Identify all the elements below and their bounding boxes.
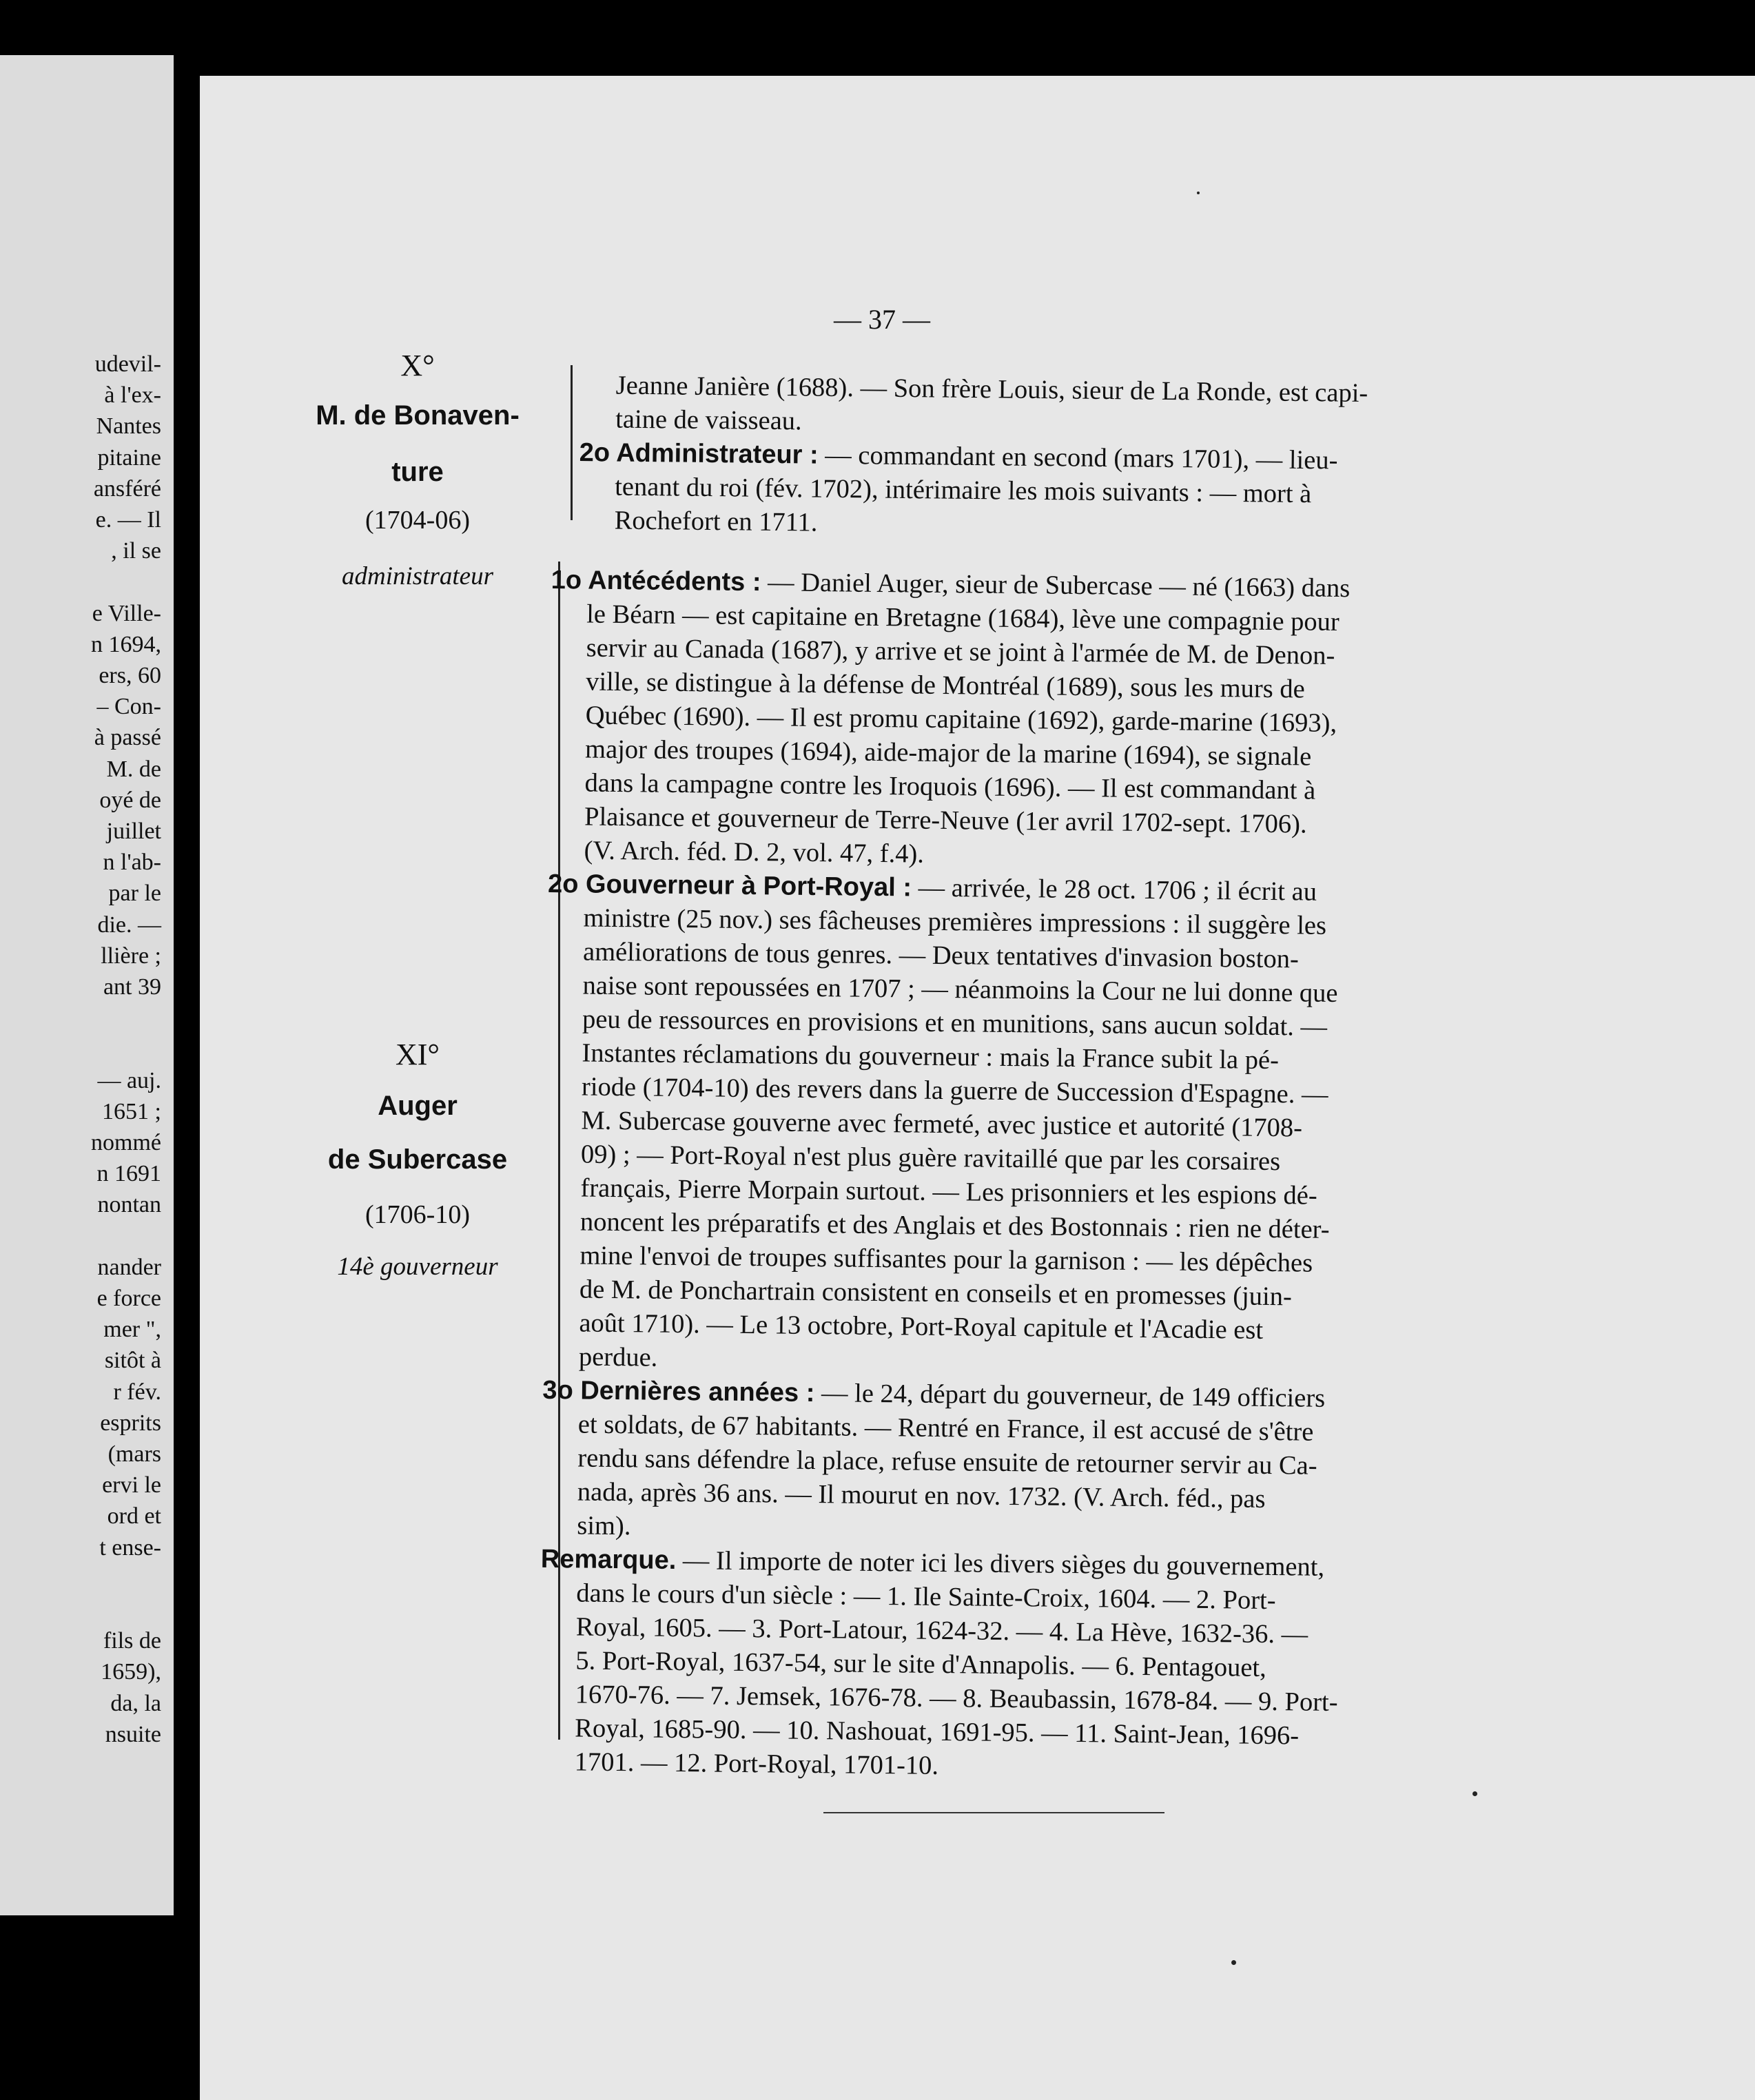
line-text: Plaisance et gouverneur de Terre-Neuve (1er avril 1702-sept. 1706). bbox=[584, 802, 1307, 839]
end-rule bbox=[823, 1812, 1164, 1813]
line-text: 1701. — 12. Port-Royal, 1701-10. bbox=[574, 1747, 939, 1780]
facing-page-line: 1659), bbox=[101, 1659, 161, 1685]
facing-page-line: nontan bbox=[97, 1192, 161, 1218]
line-text: Royal, 1605. — 3. Port-Latour, 1624-32. — 4. La Hève, 1632-36. — bbox=[575, 1612, 1308, 1649]
facing-page-line: 1651 ; bbox=[102, 1098, 161, 1124]
facing-page-line: sitôt à bbox=[104, 1348, 161, 1374]
role: 14è gouverneur bbox=[337, 1253, 498, 1281]
brace-x bbox=[571, 365, 573, 520]
entry-x-text bbox=[578, 369, 1517, 547]
facing-page-line: à passé bbox=[94, 725, 161, 751]
facing-page-line: n 1694, bbox=[91, 631, 161, 657]
line-text: noncent les préparatifs et des Anglais et des Bostonnais : rien ne déter- bbox=[579, 1207, 1330, 1244]
line-text: français, Pierre Morpain surtout. — Les prisonniers et les espions dé- bbox=[580, 1173, 1317, 1211]
facing-page-line: par le bbox=[108, 881, 161, 907]
line-text: dans le cours d'un siècle : — 1. Ile Sainte-Croix, 1604. — 2. Port- bbox=[576, 1578, 1276, 1616]
line-text: Instantes réclamations du gouverneur : mais la France subit la pé- bbox=[582, 1038, 1280, 1075]
page-number: — 37 — bbox=[834, 304, 930, 335]
section-label: 2o Gouverneur à Port-Royal : bbox=[547, 869, 912, 903]
line-text: — le 24, départ du gouverneur, de 149 officiers bbox=[814, 1379, 1326, 1413]
governor-name: M. de Bonaven- bbox=[316, 400, 520, 431]
facing-page-line: ansféré bbox=[93, 475, 161, 502]
speck bbox=[1197, 192, 1200, 194]
line-text: ministre (25 nov.) ses fâcheuses premières impressions : il suggère les bbox=[583, 903, 1327, 940]
section-label: 1o Antécédents : bbox=[551, 565, 761, 597]
line-text: M. Subercase gouverne avec fermeté, avec justice et autorité (1708- bbox=[581, 1106, 1303, 1143]
facing-page-line: , il se bbox=[111, 538, 161, 564]
facing-page-line: esprits bbox=[100, 1410, 161, 1436]
line-text: le Béarn — est capitaine en Bretagne (1684), lève une compagnie pour bbox=[586, 599, 1340, 637]
governor-name-cont: ture bbox=[391, 457, 444, 487]
facing-page-line: llière ; bbox=[101, 943, 161, 969]
facing-page-line: ervi le bbox=[102, 1472, 161, 1499]
facing-page-line: r fév. bbox=[113, 1379, 161, 1405]
facing-page-line: t ense- bbox=[99, 1534, 161, 1561]
facing-page-line: oyé de bbox=[99, 787, 161, 813]
role: administrateur bbox=[342, 562, 493, 590]
line-text: dans la campagne contre les Iroquois (1696). — Il est commandant à bbox=[584, 768, 1316, 805]
line-text: mine l'envoi de troupes suffisantes pour la garnison : — les dépêches bbox=[579, 1241, 1313, 1278]
facing-page-line: nommé bbox=[91, 1130, 161, 1155]
line-text: tenant du roi (fév. 1702), intérimaire les mois suivants : — mort à bbox=[614, 472, 1312, 509]
section-label: 2o Administrateur : bbox=[579, 438, 819, 470]
facing-page-line: die. — bbox=[97, 912, 161, 938]
speck bbox=[1231, 1960, 1236, 1965]
entry-xi-text bbox=[539, 564, 1502, 1789]
ordinal: XI° bbox=[395, 1038, 440, 1071]
facing-page-line: nander bbox=[97, 1254, 161, 1280]
section-label: Remarque. bbox=[540, 1544, 677, 1575]
term-dates: (1706-10) bbox=[365, 1200, 470, 1229]
facing-page-line: e. — Il bbox=[95, 507, 161, 533]
line-text: rendu sans défendre la place, refuse ensuite de retourner servir au Ca- bbox=[577, 1443, 1317, 1481]
facing-page-line: e force bbox=[96, 1286, 161, 1311]
facing-page-line: da, la bbox=[110, 1690, 161, 1716]
facing-page-line: – Con- bbox=[96, 694, 161, 720]
line-text: ville, se distingue à la défense de Montréal (1689), sous les murs de bbox=[585, 667, 1305, 704]
line-text: naise sont repoussées en 1707 ; — néanmoins la Cour ne lui donne que bbox=[582, 971, 1338, 1008]
line-text: — arrivée, le 28 oct. 1706 ; il écrit au bbox=[911, 873, 1317, 907]
line-text: nada, après 36 ans. — Il mourut en nov. 1732. (V. Arch. féd., pas bbox=[577, 1477, 1266, 1514]
facing-page-line: pitaine bbox=[97, 444, 161, 471]
line-text: taine de vaisseau. bbox=[615, 404, 802, 436]
facing-page-line: (mars bbox=[107, 1441, 161, 1467]
facing-page-line: à l'ex- bbox=[104, 382, 161, 409]
ordinal: X° bbox=[400, 349, 435, 382]
line-text: de M. de Ponchartrain consistent en conseils et en promesses (juin- bbox=[579, 1275, 1293, 1312]
line-text: peu de ressources en provisions et en munitions, sans aucun soldat. — bbox=[582, 1005, 1328, 1042]
speck bbox=[1472, 1791, 1477, 1796]
line-text: perdue. bbox=[578, 1342, 658, 1372]
facing-page-line: M. de bbox=[106, 756, 161, 782]
facing-page-line: n l'ab- bbox=[103, 850, 161, 876]
line-text: 09) ; — Port-Royal n'est plus guère ravitaillé que par les corsaires bbox=[580, 1140, 1281, 1177]
line-text: août 1710). — Le 13 octobre, Port-Royal capitule et l'Acadie est bbox=[579, 1308, 1264, 1345]
term-dates: (1704-06) bbox=[365, 506, 470, 535]
line-text: améliorations de tous genres. — Deux tentatives d'invasion boston- bbox=[582, 937, 1300, 974]
line-text: — Il importe de noter ici les divers sièges du gouvernement, bbox=[676, 1545, 1325, 1582]
line-text: servir au Canada (1687), y arrive et se joint à l'armée de M. de Denon- bbox=[586, 633, 1335, 670]
facing-page-line: e Ville- bbox=[92, 600, 161, 626]
governor-name-cont: de Subercase bbox=[327, 1144, 508, 1175]
line-text: — commandant en second (mars 1701), — lieu- bbox=[818, 440, 1338, 475]
facing-page-line: fils de bbox=[103, 1628, 161, 1654]
line-text: 5. Port-Royal, 1637-54, sur le site d'Annapolis. — 6. Pentagouet, bbox=[575, 1646, 1266, 1682]
facing-page-line: udevil- bbox=[94, 351, 161, 377]
facing-page-line: mer ", bbox=[103, 1317, 161, 1343]
side-heading-xi bbox=[300, 1037, 535, 1281]
facing-page-line: nsuite bbox=[105, 1721, 161, 1747]
facing-page-fragment bbox=[0, 55, 174, 1915]
line-text: 1670-76. — 7. Jemsek, 1676-78. — 8. Beaubassin, 1678-84. — 9. Port- bbox=[575, 1680, 1338, 1718]
line-text: major des troupes (1694), aide-major de la marine (1694), se signale bbox=[584, 734, 1312, 772]
facing-page-line: — auj. bbox=[97, 1067, 161, 1093]
facing-page-line: Nantes bbox=[96, 413, 161, 440]
line-text: Jeanne Janière (1688). — Son frère Louis, sieur de La Ronde, est capi- bbox=[615, 371, 1368, 408]
facing-page-line: n 1691 bbox=[96, 1161, 161, 1187]
section-label: 3o Dernières années : bbox=[542, 1375, 815, 1408]
governor-name: Auger bbox=[378, 1091, 458, 1121]
line-text: Rochefort en 1711. bbox=[614, 506, 818, 537]
side-heading-x bbox=[300, 348, 535, 591]
line-text: Québec (1690). — Il est promu capitaine (1692), garde-marine (1693), bbox=[585, 701, 1337, 738]
line-text: Royal, 1685-90. — 10. Nashouat, 1691-95. — 11. Saint-Jean, 1696- bbox=[575, 1713, 1300, 1751]
line-text: — Daniel Auger, sieur de Subercase — né (1663) dans bbox=[761, 568, 1351, 604]
facing-page-line: ord et bbox=[107, 1503, 161, 1530]
facing-page-line: juillet bbox=[106, 819, 161, 844]
facing-page-line: ers, 60 bbox=[99, 663, 161, 688]
line-text: et soldats, de 67 habitants. — Rentré en France, il est accusé de s'être bbox=[577, 1410, 1314, 1447]
facing-page-line: ant 39 bbox=[103, 974, 161, 1000]
line-text: sim). bbox=[577, 1511, 631, 1541]
line-text: riode (1704-10) des revers dans la guerre de Succession d'Espagne. — bbox=[581, 1072, 1328, 1109]
line-text: (V. Arch. féd. D. 2, vol. 47, f.4). bbox=[584, 836, 925, 869]
